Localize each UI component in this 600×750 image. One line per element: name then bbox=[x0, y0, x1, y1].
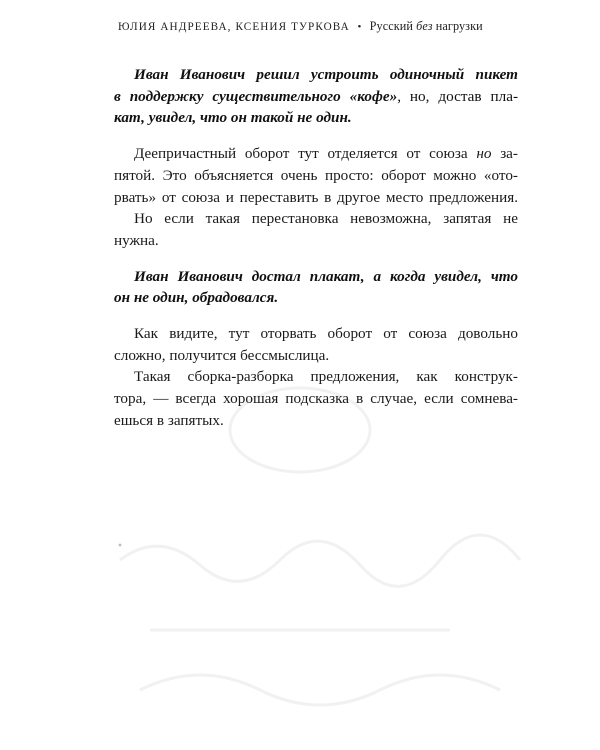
example-sentence-1 bbox=[114, 64, 518, 129]
running-header bbox=[118, 19, 538, 34]
text-line: пятой. Это объясняется очень просто: оборот можно «ото- bbox=[114, 166, 518, 184]
text-line: нужна. bbox=[114, 231, 159, 249]
page-body bbox=[114, 64, 518, 432]
header-book-title: Русский без нагрузки bbox=[369, 19, 483, 33]
text-line: Иван Иванович решил устроить одиночный пикет bbox=[134, 66, 518, 83]
text-line: кат, увидел, что он такой не один. bbox=[114, 109, 352, 127]
text-line: ешься в запятых. bbox=[114, 411, 224, 429]
text-line: он не один, обрадовался. bbox=[114, 289, 279, 307]
text-line: в поддержку существительного «кофе», но, достав пла- bbox=[114, 87, 519, 105]
text-line: Деепричастный оборот тут отделяется от союза но за- bbox=[134, 145, 518, 163]
text-line: Но если такая перестановка невозможна, запятая не bbox=[134, 210, 518, 228]
header-separator: • bbox=[357, 21, 362, 33]
text-line: Такая сборка-разборка предложения, как конструк- bbox=[134, 368, 518, 386]
text-line: Как видите, тут оторвать оборот от союза довольно bbox=[134, 325, 518, 343]
text-line: сложно, получится бессмыслица. bbox=[114, 346, 330, 364]
text-line: тора, — всегда хорошая подсказка в случае, если сомнева- bbox=[114, 390, 518, 408]
example-sentence-2 bbox=[114, 266, 518, 309]
paragraph-explanation-3 bbox=[114, 323, 518, 366]
paragraph-explanation-2 bbox=[114, 208, 518, 251]
header-authors: ЮЛИЯ АНДРЕЕВА, КСЕНИЯ ТУРКОВА bbox=[118, 21, 350, 33]
text-line: рвать» от союза и переставить в другое место предложения. bbox=[114, 188, 518, 206]
paragraph-explanation-4 bbox=[114, 366, 518, 431]
text-line: Иван Иванович достал плакат, а когда увидел, что bbox=[134, 267, 518, 285]
emphasis-word: но bbox=[476, 145, 492, 163]
paragraph-explanation-1 bbox=[114, 143, 518, 208]
